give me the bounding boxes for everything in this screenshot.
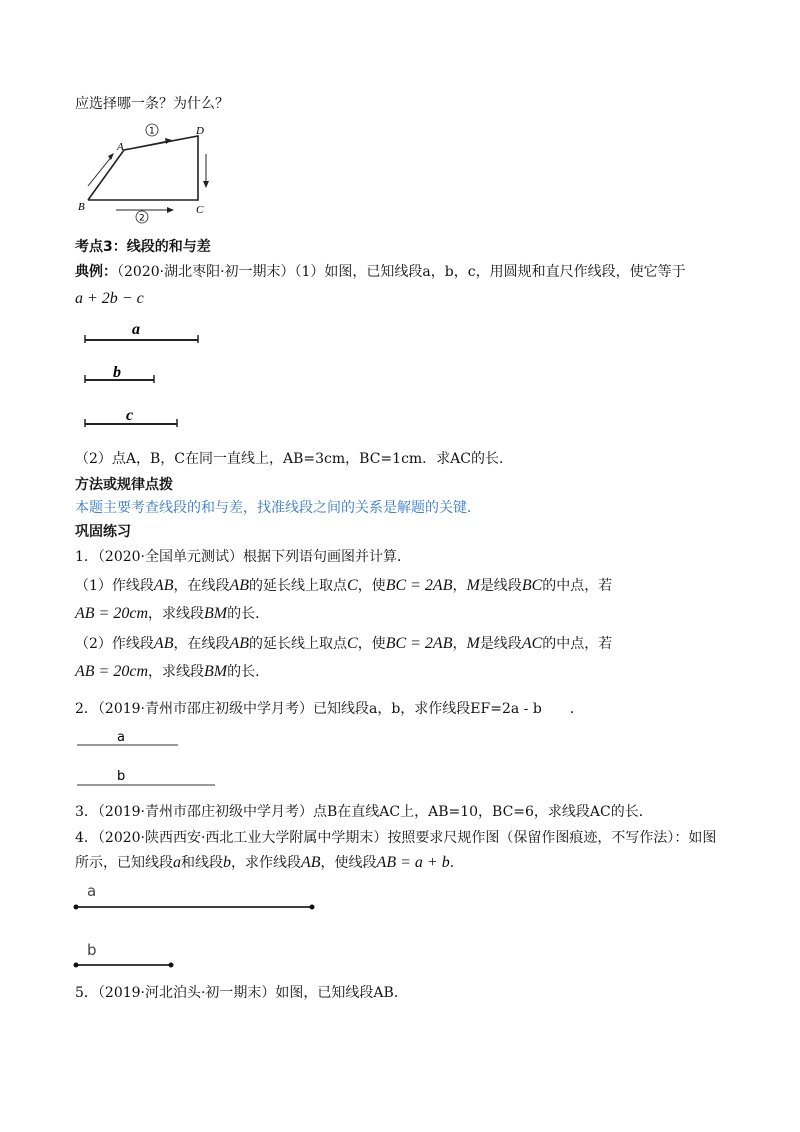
segment-figure-q4 [72, 878, 322, 973]
segment-c-label: c [126, 407, 134, 424]
method-text: 本题主要考查线段的和与差，找准线段之间的关系是解题的关键． [75, 500, 481, 516]
practice-q1-part1: （1）作线段AB，在线段AB的延长线上取点C，使BC = 2AB，M是线段BC的中点，若 [75, 577, 613, 594]
route-label-2: 2 [139, 213, 145, 224]
practice-q4-line1: 4．（2020·陕西西安·西北工业大学附属中学期末）按照要求尺规作图（保留作图痕迹，不写作法）：如图 [75, 830, 717, 846]
practice-q4-line2: 所示，已知线段a和线段b，求作线段AB，使线段AB = a + b． [75, 854, 464, 871]
point-D: D [196, 125, 204, 137]
point-C: C [196, 204, 204, 216]
practice-q1-part2: （2）作线段AB，在线段AB的延长线上取点C，使BC = 2AB，M是线段AC的中点，若 [75, 635, 613, 652]
section-heading: 考点3：线段的和与差 [75, 239, 211, 255]
route-figure [70, 120, 230, 225]
practice-q2: 2．（2019·青州市邵庄初级中学月考）已知线段a，b，求作线段EF=2a - b ． [75, 701, 584, 717]
method-heading: 方法或规律点拨 [75, 477, 173, 493]
segment-figure-q2 [75, 725, 225, 795]
practice-q1-intro: 1．（2020·全国单元测试）根据下列语句画图并计算． [75, 549, 411, 565]
segment-b-label: b [113, 364, 121, 381]
practice-q1-part1-line2: AB = 20cm，求线段BM的长． [75, 605, 270, 622]
q2-segment-b-label: b [117, 769, 126, 784]
example-label: 典例： [75, 264, 117, 280]
q4-segment-b-label: b [87, 941, 97, 959]
practice-q5: 5．（2019·河北泊头·初一期末）如图，已知线段AB． [75, 985, 408, 1001]
q4-segment-a-label: a [87, 882, 97, 900]
q2-segment-a-label: a [117, 730, 125, 745]
point-B: B [78, 201, 85, 213]
point-A: A [117, 141, 124, 153]
practice-q1-part2-line2: AB = 20cm，求线段BM的长． [75, 663, 270, 680]
route-label-1: 1 [149, 126, 155, 137]
practice-q3: 3．（2019·青州市邵庄初级中学月考）点B在直线AC上，AB=10，BC=6，求线段AC的长． [75, 804, 653, 820]
example-question-2: （2）点A，B，C在同一直线上，AB=3cm，BC=1cm．求AC的长． [75, 451, 514, 467]
example-expression: a + 2b − c [75, 290, 144, 307]
example-q1-text: （2020·湖北枣阳·初一期末）（1）如图，已知线段a，b，c，用圆规和直尺作线段，使它等于 [117, 264, 686, 280]
segment-figure-abc [80, 318, 210, 433]
intro-question: 应选择哪一条？为什么？ [75, 96, 229, 112]
practice-heading: 巩固练习 [75, 524, 131, 540]
segment-a-label: a [132, 321, 140, 338]
example-question-1 [75, 262, 686, 282]
